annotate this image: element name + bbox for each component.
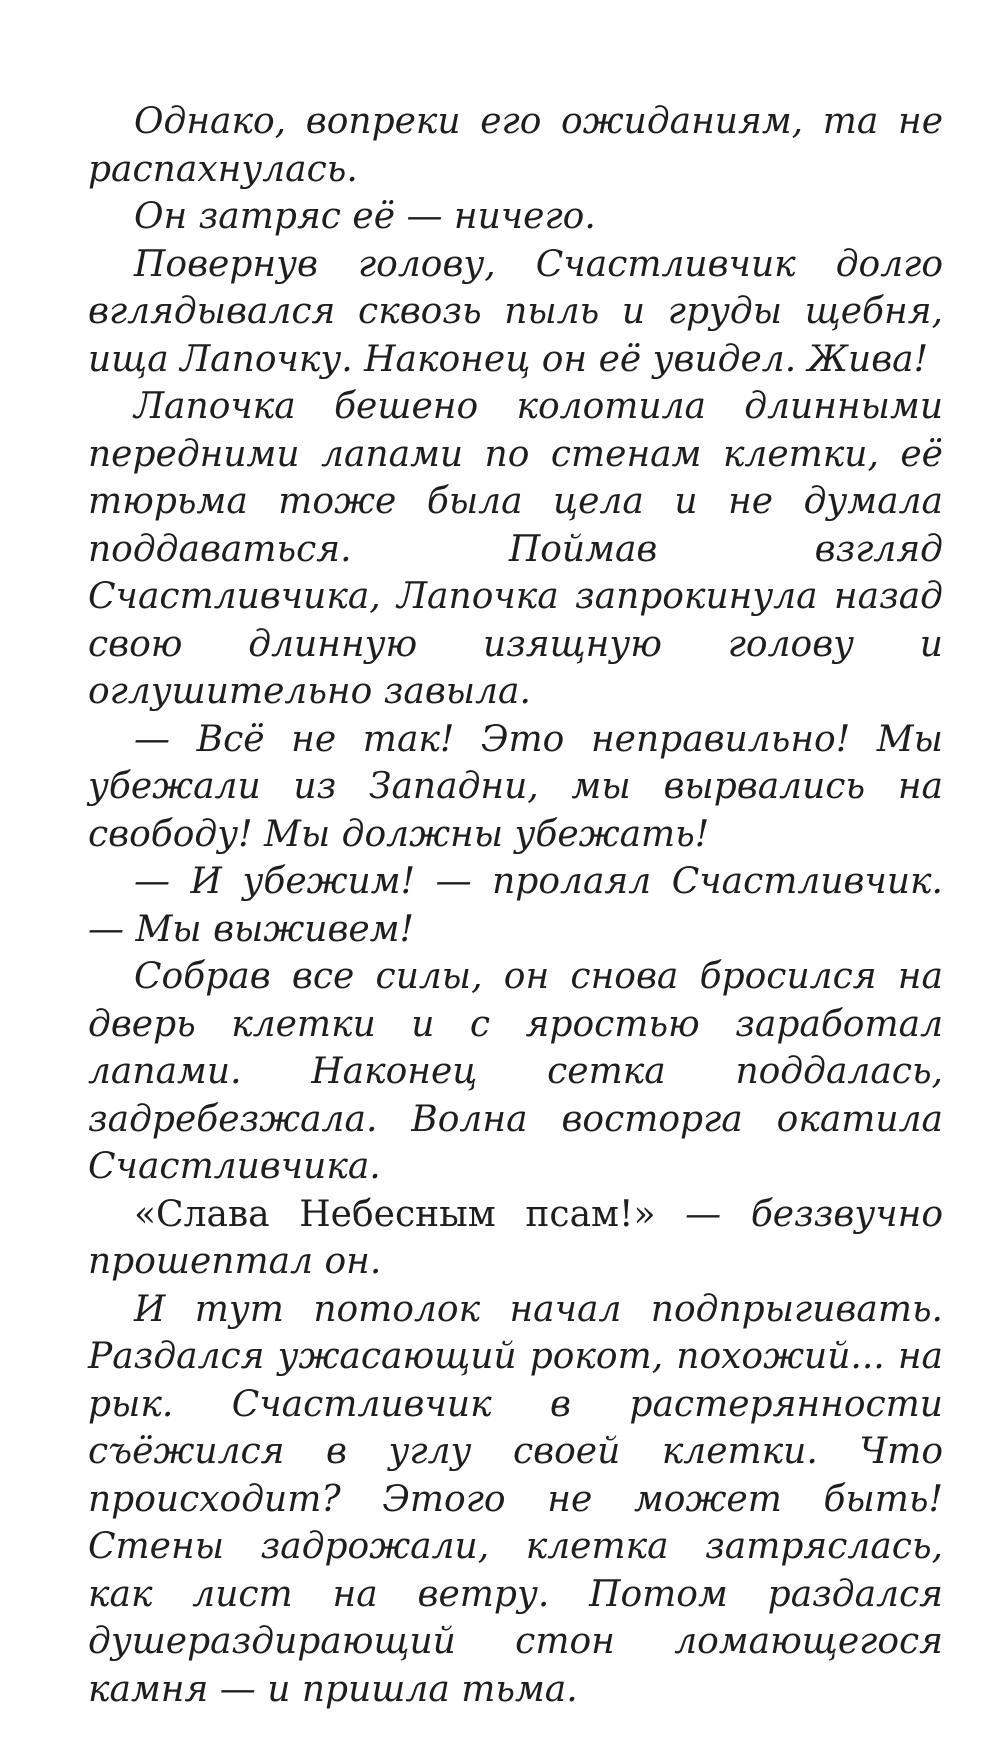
paragraph: И тут потолок начал подпрыгивать. Раздался ужасающий рокот, похожий... на рык. Счастливчик в растерянности съёжился в углу своей клетки. Что происходит? Этого не может быть! Стены задрожали, клетка затряслась, как лист на ветру. Потом раздался душераздирающий стон ломающегося камня — и пришла тьма. bbox=[88, 1288, 943, 1710]
quote-paragraph bbox=[88, 1191, 943, 1286]
paragraph: Лапочка бешено колотила длинными передними лапами по стенам клетки, её тюрьма тоже была цела и не думала поддаваться. Поймав взгляд Счастливчика, Лапочка запрокинула назад свою длинную изящную голову и оглушительно завыла. bbox=[88, 386, 943, 712]
paragraph: Собрав все силы, он снова бросился на дверь клетки и с яростью заработал лапами. Наконец сетка поддалась, задребезжала. Волна восторга окатила Счастливчика. bbox=[88, 956, 943, 1187]
paragraph: Он затряс её — ничего. bbox=[134, 196, 596, 237]
paragraph: — И убежим! — пролаял Счастливчик. — Мы выживем! bbox=[88, 861, 943, 950]
quote-attribution: — беззвучно прошептал он. bbox=[88, 1193, 943, 1282]
page-text bbox=[88, 98, 943, 1713]
quoted-thought: «Слава Небесным псам!» bbox=[134, 1193, 656, 1235]
paragraph: Повернув голову, Счастливчик долго вглядывался сквозь пыль и груды щебня, ища Лапочку. Наконец он её увидел. Жива! bbox=[88, 243, 943, 380]
paragraph: — Всё не так! Это неправильно! Мы убежали из Западни, мы вырвались на свободу! Мы должны убежать! bbox=[88, 718, 943, 855]
paragraph: Однако, вопреки его ожиданиям, та не распахнулась. bbox=[88, 101, 943, 190]
